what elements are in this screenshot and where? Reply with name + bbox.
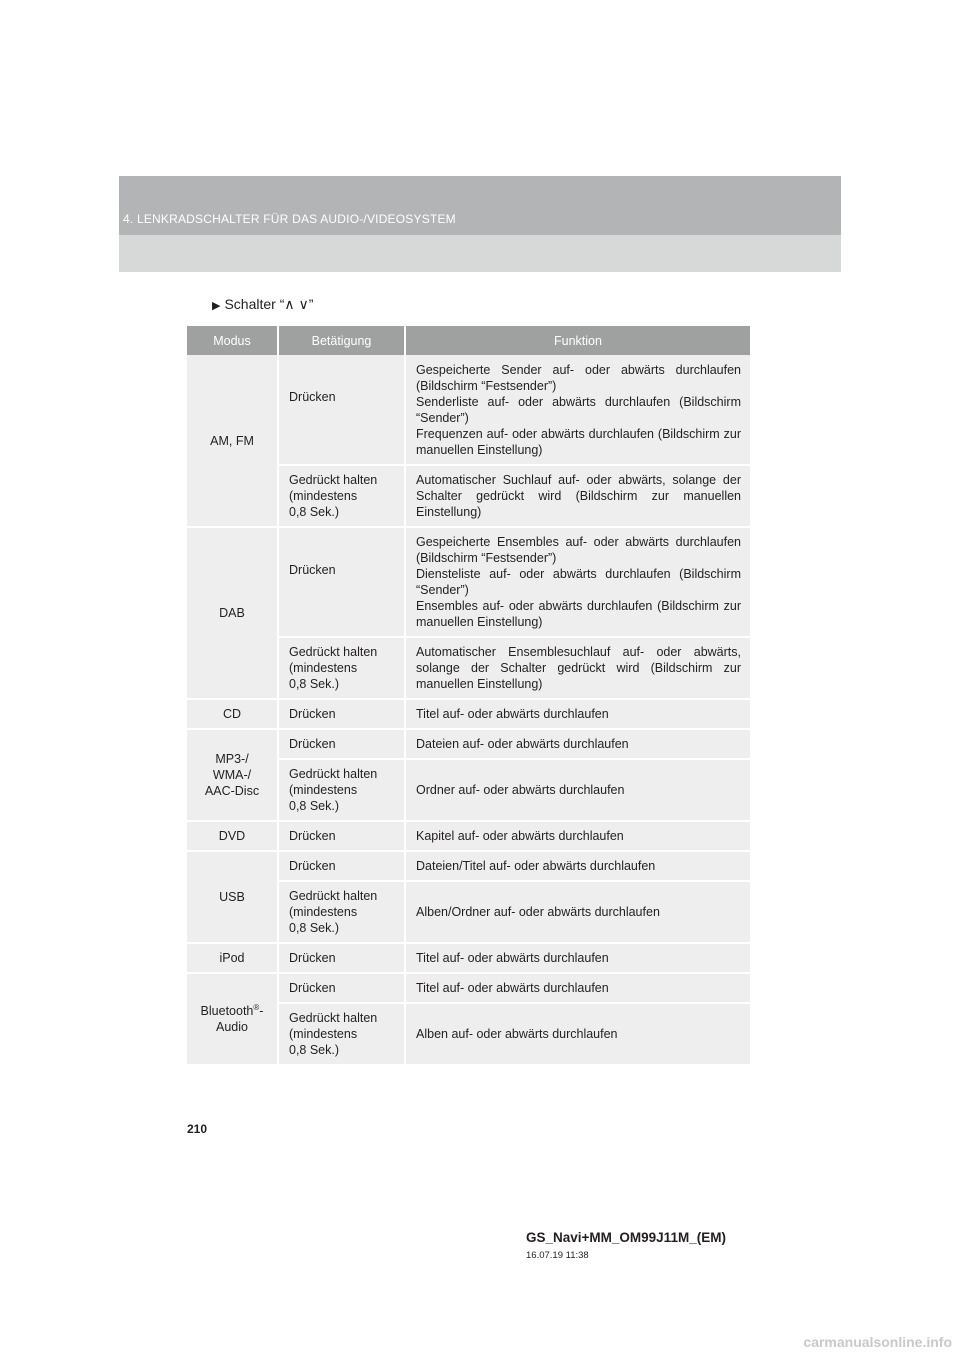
table-row [187, 851, 750, 881]
mode-line: WMA-/ [212, 768, 252, 782]
column-header-mode: Modus [187, 326, 278, 355]
function-cell: Dateien auf- oder abwärts durchlaufen [405, 729, 750, 759]
function-cell: Kapitel auf- oder abwärts durchlaufen [405, 821, 750, 851]
action-line: Gedrückt halten [289, 473, 378, 487]
document-timestamp: 16.07.19 11:38 [526, 1250, 589, 1261]
action-cell: Drücken [278, 973, 405, 1003]
function-cell: Alben auf- oder abwärts durchlaufen [405, 1003, 750, 1065]
action-line: 0,8 Sek.) [289, 799, 340, 813]
mode-cell: CD [187, 699, 278, 729]
table-row [187, 821, 750, 851]
action-line: Gedrückt halten [289, 767, 378, 781]
function-line: Frequenzen auf- oder abwärts durchlaufen (Bildschirm zur manuellen Einstellung) [416, 426, 741, 457]
switch-function-table [187, 326, 750, 1066]
action-line: 0,8 Sek.) [289, 1043, 340, 1057]
function-cell [405, 527, 750, 637]
mode-cell: DAB [187, 527, 278, 699]
mode-cell: USB [187, 851, 278, 943]
action-line: (mindestens [289, 1027, 358, 1041]
action-line: Gedrückt halten [289, 1011, 378, 1025]
function-line: Gespeicherte Ensembles auf- oder abwärts durchlaufen (Bildschirm “Festsender”) [416, 535, 741, 565]
action-line: (mindestens [289, 661, 358, 675]
function-cell: Titel auf- oder abwärts durchlaufen [405, 699, 750, 729]
action-cell [278, 881, 405, 943]
function-cell: Automatischer Ensemblesuchlauf auf- oder abwärts, solange der Schalter gedrückt wird (Bildschirm zur manuellen Einstellung) [405, 637, 750, 699]
table-row [187, 355, 750, 465]
action-cell [278, 637, 405, 699]
action-line: Gedrückt halten [289, 889, 378, 903]
action-cell: Drücken [278, 355, 405, 465]
mode-text: - [259, 1004, 264, 1018]
action-line: (mindestens [289, 489, 358, 503]
table-row [187, 699, 750, 729]
function-line: Diensteliste auf- oder abwärts durchlaufen (Bildschirm “Sender”) [416, 567, 741, 597]
function-line: Senderliste auf- oder abwärts durchlaufen (Bildschirm “Sender”) [416, 394, 741, 425]
action-line: (mindestens [289, 783, 358, 797]
page-number: 210 [187, 1122, 208, 1136]
mode-cell: iPod [187, 943, 278, 973]
function-cell: Alben/Ordner auf- oder abwärts durchlaufen [405, 881, 750, 943]
action-cell [278, 465, 405, 527]
function-line: Gespeicherte Sender auf- oder abwärts durchlaufen (Bildschirm “Festsender”) [416, 362, 741, 393]
column-header-function: Funktion [405, 326, 750, 355]
mode-cell: DVD [187, 821, 278, 851]
triangle-right-icon: ▶ [212, 300, 221, 312]
action-cell [278, 1003, 405, 1065]
table-row [187, 729, 750, 759]
function-cell: Titel auf- oder abwärts durchlaufen [405, 943, 750, 973]
table-header-row [187, 326, 750, 355]
table-row [187, 973, 750, 1003]
action-cell: Drücken [278, 851, 405, 881]
action-cell: Drücken [278, 821, 405, 851]
mode-line: AAC-Disc [204, 784, 260, 798]
registered-mark: ® [253, 1002, 260, 1012]
action-cell: Drücken [278, 729, 405, 759]
action-cell [278, 759, 405, 821]
mode-cell [187, 729, 278, 821]
action-cell: Drücken [278, 527, 405, 637]
chapter-title: 4. LENKRADSCHALTER FÜR DAS AUDIO-/VIDEOSYSTEM [123, 212, 456, 226]
function-cell [405, 355, 750, 465]
document-id: GS_Navi+MM_OM99J11M_(EM) [526, 1230, 726, 1245]
action-line: 0,8 Sek.) [289, 921, 340, 935]
section-subheading [212, 296, 313, 313]
action-line: Gedrückt halten [289, 645, 378, 659]
watermark: carmanualsonline.info [803, 1334, 952, 1350]
function-cell: Ordner auf- oder abwärts durchlaufen [405, 759, 750, 821]
table-row [187, 943, 750, 973]
chapter-header-bar [119, 176, 841, 235]
mode-cell [187, 973, 278, 1065]
function-cell: Automatischer Suchlauf auf- oder abwärts, solange der Schalter gedrückt wird (Bildschirm zur manuellen Einstellung) [405, 465, 750, 527]
mode-line [191, 1003, 273, 1019]
subheading-text: Schalter “∧ ∨” [224, 296, 314, 312]
action-cell: Drücken [278, 943, 405, 973]
mode-text: Bluetooth [200, 1004, 254, 1018]
header-band [119, 176, 841, 272]
mode-line: MP3-/ [215, 752, 249, 766]
action-line: 0,8 Sek.) [289, 677, 340, 691]
function-cell: Titel auf- oder abwärts durchlaufen [405, 973, 750, 1003]
function-line: Ensembles auf- oder abwärts durchlaufen (Bildschirm zur manuellen Einstellung) [416, 599, 741, 629]
action-cell: Drücken [278, 699, 405, 729]
column-header-action: Betätigung [278, 326, 405, 355]
action-line: (mindestens [289, 905, 358, 919]
table-row [187, 527, 750, 637]
mode-line: Audio [216, 1020, 248, 1034]
mode-cell: AM, FM [187, 355, 278, 527]
function-cell: Dateien/Titel auf- oder abwärts durchlaufen [405, 851, 750, 881]
action-line: 0,8 Sek.) [289, 505, 340, 519]
